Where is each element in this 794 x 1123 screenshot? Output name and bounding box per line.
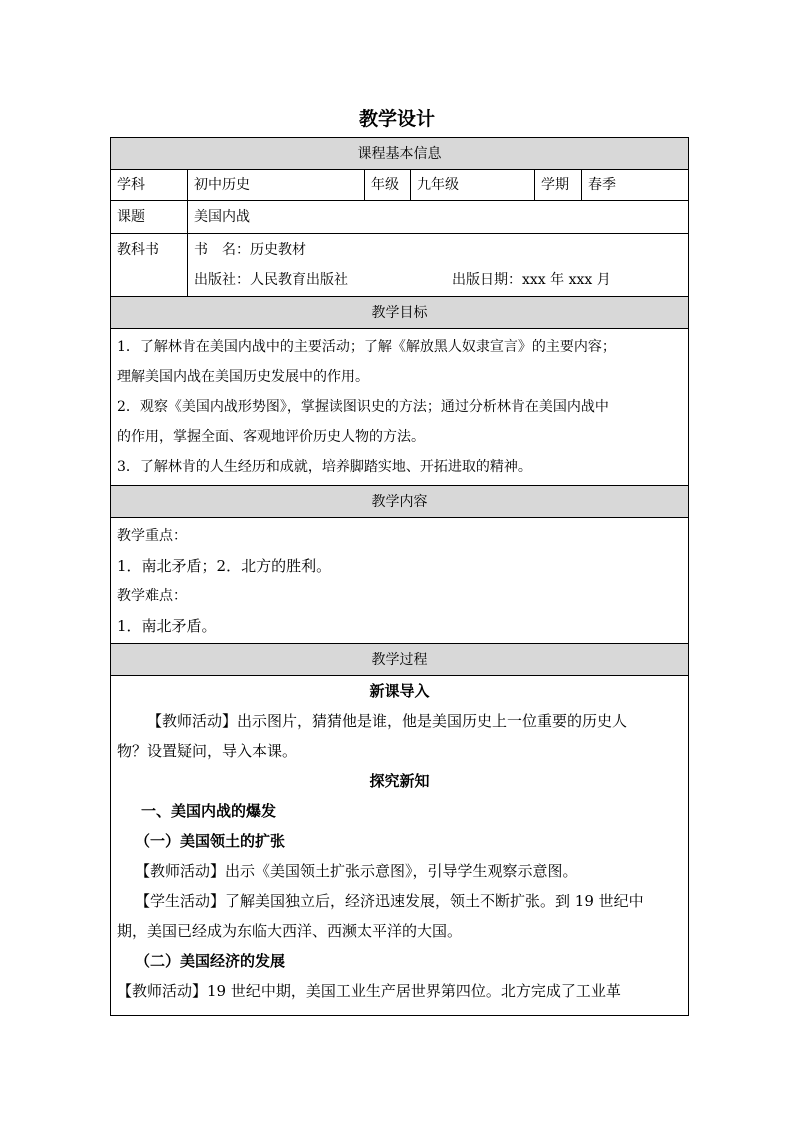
objective-line: 3．了解林肯的人生经历和成就，培养脚踏实地、开拓进取的精神。 <box>117 459 532 475</box>
subsection-heading: （二）美国经济的发展 <box>135 952 286 970</box>
grade-label: 年级 <box>365 170 411 201</box>
section-basic-info: 课程基本信息 <box>111 138 689 170</box>
topic-label: 课题 <box>111 201 188 234</box>
section-content: 教学内容 <box>111 486 689 518</box>
publish-date: 出版日期：xxx 年 xxx 月 <box>452 272 611 288</box>
student-activity: 期，美国已经成为东临大西洋、西濒太平洋的大国。 <box>117 922 463 940</box>
student-activity: 【学生活动】了解美国独立后，经济迅速发展，领土不断扩张。到 19 世纪中 <box>135 892 644 910</box>
difficulty-value: 1．南北矛盾。 <box>117 616 217 635</box>
term-value: 春季 <box>582 170 689 201</box>
process-body <box>111 676 689 1016</box>
part-heading: 一、美国内战的爆发 <box>141 802 277 820</box>
objective-line: 的作用，掌握全面、客观地评价历史人物的方法。 <box>117 429 425 445</box>
textbook-info <box>188 234 689 297</box>
content-body <box>111 518 689 644</box>
objective-line: 1．了解林肯在美国内战中的主要活动；了解《解放黑人奴隶宣言》的主要内容； <box>117 339 616 355</box>
publisher: 出版社：人民教育出版社 <box>194 272 348 288</box>
page-title: 教学设计 <box>358 108 435 130</box>
intro-line: 物？设置疑问，导入本课。 <box>117 742 298 760</box>
key-points-value: 1．南北矛盾；2．北方的胜利。 <box>117 556 332 575</box>
difficulty-label: 教学难点： <box>117 587 187 604</box>
objectives-body <box>111 329 689 486</box>
key-points-label: 教学重点： <box>117 527 187 544</box>
topic-value: 美国内战 <box>188 201 689 234</box>
term-label: 学期 <box>535 170 582 201</box>
grade-value: 九年级 <box>411 170 535 201</box>
subject-label: 学科 <box>111 170 188 201</box>
book-name: 书 名：历史教材 <box>194 242 306 258</box>
textbook-label: 教科书 <box>111 234 188 297</box>
subject-value: 初中历史 <box>188 170 365 201</box>
intro-heading: 新课导入 <box>369 682 430 700</box>
subsection-heading: （一）美国领土的扩张 <box>135 832 286 850</box>
teacher-activity: 【教师活动】出示《美国领土扩张示意图》，引导学生观察示意图。 <box>135 862 578 880</box>
lesson-plan-table <box>110 137 689 1016</box>
intro-line: 【教师活动】出示图片，猜猜他是谁，他是美国历史上一位重要的历史人 <box>147 712 628 730</box>
section-objectives: 教学目标 <box>111 297 689 329</box>
objective-line: 理解美国内战在美国历史发展中的作用。 <box>117 369 369 385</box>
publisher-line <box>194 265 682 295</box>
section-process: 教学过程 <box>111 644 689 676</box>
teacher-activity: 【教师活动】19 世纪中期，美国工业生产居世界第四位。北方完成了工业革 <box>117 982 621 1000</box>
explore-heading: 探究新知 <box>369 772 430 790</box>
objective-line: 2．观察《美国内战形势图》，掌握读图识史的方法；通过分析林肯在美国内战中 <box>117 399 609 415</box>
